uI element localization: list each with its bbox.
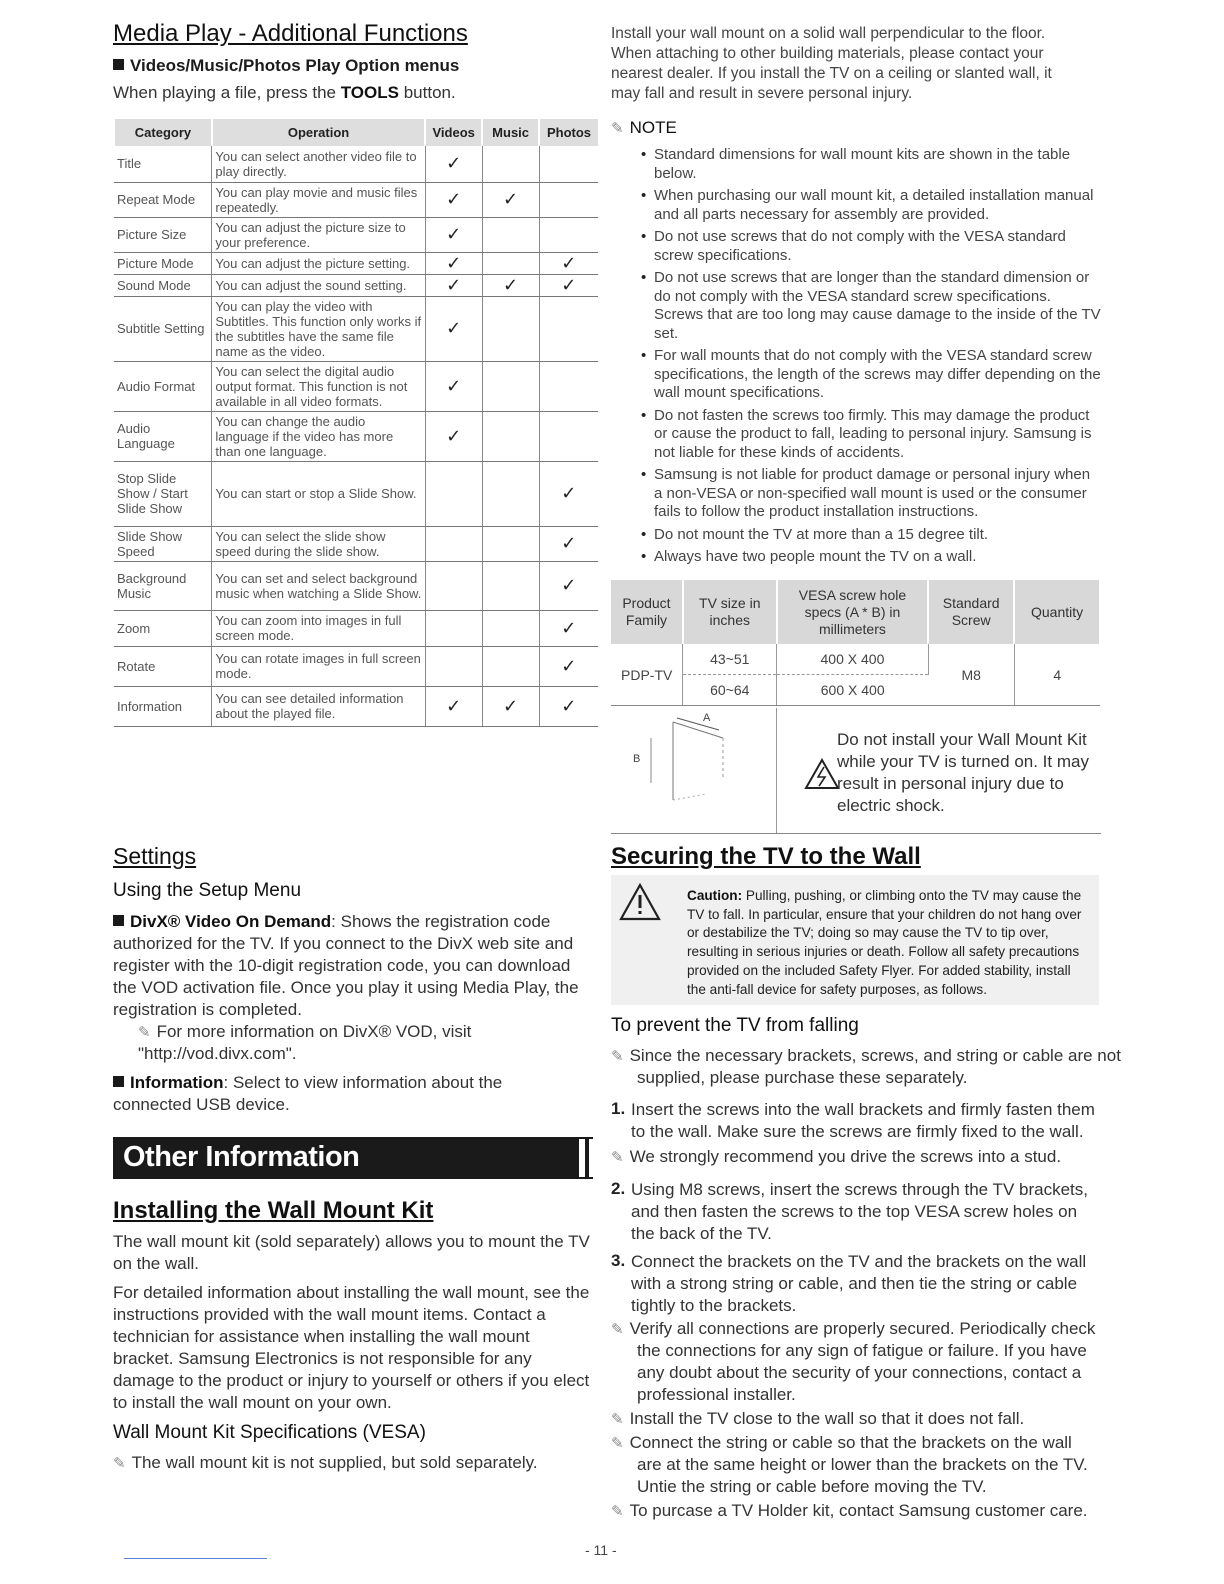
table-cell-operation: You can zoom into images in full screen mode.: [212, 610, 425, 646]
table-cell-music: [482, 646, 539, 686]
table-row: [114, 361, 598, 411]
table-row: [114, 411, 598, 461]
vesa-screw: M8: [928, 644, 1014, 706]
step-3-note: ✎ Install the TV close to the wall so that it does not fall.: [611, 1409, 1025, 1428]
table-cell-photos: [539, 182, 598, 217]
information-item: Information: Select to view information about the connected USB device.: [113, 1073, 503, 1114]
table-cell-music: [482, 296, 539, 361]
table-cell-music: [482, 411, 539, 461]
table-cell-photos: [539, 361, 598, 411]
table-cell-videos: ✓: [425, 361, 482, 411]
caution-text: Caution: Pulling, pushing, or climbing onto the TV may cause the TV to fall. In particular, ensure that your children do not hang over or destabilize the TV; doing so may cause the TV to tip over, resulting in serious injuries or death. Follow all safety precautions provided on the included Safety Flyer. For added stability, install the anti-fall device for safety purposes, as follows.: [687, 888, 1082, 997]
table-cell-videos: [425, 461, 482, 526]
table-row: [114, 461, 598, 526]
table-row: [114, 526, 598, 561]
note-item: • Do not use screws that do not comply with the VESA standard screw specifications.: [641, 228, 1101, 265]
vesa-header-quantity: Quantity: [1014, 580, 1100, 644]
table-cell-photos: [539, 411, 598, 461]
table-cell-operation: You can select the digital audio output format. This function is not available in all video formats.: [212, 361, 425, 411]
vesa-header-size: TV size in inches: [683, 580, 777, 644]
table-cell-photos: ✓: [539, 274, 598, 296]
vesa-header-row: [611, 580, 1100, 644]
table-row: [114, 296, 598, 361]
table-cell-videos: [425, 526, 482, 561]
table-row: [114, 646, 598, 686]
table-cell-photos: ✓: [539, 561, 598, 610]
vesa-header-product: Product Family: [611, 580, 683, 644]
table-row: [114, 561, 598, 610]
vesa-quantity: 4: [1014, 644, 1100, 706]
setup-menu-heading: Using the Setup Menu: [113, 880, 302, 901]
vesa-note: ✎ The wall mount kit is not supplied, but sold separately.: [113, 1453, 538, 1472]
note-item: • For wall mounts that do not comply with the VESA standard screw specifications, the length of the screws may differ depending on the wall mount specifications.: [641, 347, 1101, 403]
vesa-heading: Wall Mount Kit Specifications (VESA): [113, 1422, 426, 1443]
table-cell-operation: You can rotate images in full screen mode.: [212, 646, 425, 686]
note-item: • Do not use screws that are longer than the standard dimension or do not comply with the VESA standard screw specifications. Screws that are too long may cause damage to the inside of the TV set.: [641, 269, 1101, 343]
table-cell-operation: You can select the slide show speed during the slide show.: [212, 526, 425, 561]
mount-diagram: [611, 708, 777, 833]
prevent-heading: To prevent the TV from falling: [611, 1015, 859, 1036]
table-cell-videos: ✓: [425, 686, 482, 726]
table-cell-operation: You can select another video file to play directly.: [212, 146, 425, 182]
table-cell-category: Picture Mode: [114, 252, 212, 274]
table-row: [114, 146, 598, 182]
wall-mount-intro: The wall mount kit (sold separately) allows you to mount the TV on the wall.: [113, 1232, 590, 1273]
table-row: [114, 274, 598, 296]
table-cell-category: Repeat Mode: [114, 182, 212, 217]
table-cell-music: [482, 461, 539, 526]
table-cell-videos: ✓: [425, 217, 482, 252]
table-cell-music: [482, 217, 539, 252]
vesa-spec-table: [611, 580, 1101, 706]
note-heading: ✎ NOTE: [611, 118, 677, 137]
bottom-rule: [124, 1558, 267, 1559]
header-category: Category: [114, 119, 212, 146]
note-pencil-icon: ✎: [611, 1148, 624, 1166]
table-cell-videos: [425, 610, 482, 646]
note-pencil-icon: ✎: [138, 1023, 151, 1041]
divider: [611, 833, 1101, 834]
table-cell-photos: ✓: [539, 686, 598, 726]
securing-title: Securing the TV to the Wall: [611, 843, 921, 870]
caution-triangle-icon: [619, 883, 661, 926]
table-cell-music: [482, 361, 539, 411]
header-music: Music: [482, 119, 539, 146]
table-cell-videos: [425, 646, 482, 686]
note-pencil-icon: ✎: [611, 1502, 624, 1520]
banner-bars-decoration: [575, 1139, 595, 1177]
table-cell-operation: You can see detailed information about the played file.: [212, 686, 425, 726]
vesa-specs: 400 X 400: [777, 644, 929, 675]
table-cell-videos: ✓: [425, 146, 482, 182]
settings-title: Settings: [113, 843, 197, 869]
option-menu-table: [113, 119, 598, 727]
table-cell-operation: You can start or stop a Slide Show.: [212, 461, 425, 526]
table-cell-photos: ✓: [539, 646, 598, 686]
table-cell-videos: [425, 561, 482, 610]
note-pencil-icon: ✎: [611, 1320, 624, 1338]
table-cell-photos: [539, 146, 598, 182]
table-cell-music: ✓: [482, 686, 539, 726]
table-cell-photos: ✓: [539, 461, 598, 526]
step-3: 3. Connect the brackets on the TV and the brackets on the wall with a strong string or cable, and then tie the string or cable tightly to the brackets.: [611, 1251, 1087, 1315]
table-row: [114, 217, 598, 252]
table-cell-music: ✓: [482, 182, 539, 217]
other-information-banner: [113, 1137, 593, 1179]
note-item: • Always have two people mount the TV on a wall.: [641, 548, 1101, 567]
caution-box: [611, 875, 1099, 1005]
table-cell-videos: ✓: [425, 274, 482, 296]
table-cell-category: Background Music: [114, 561, 212, 610]
table-cell-music: ✓: [482, 274, 539, 296]
table-cell-music: [482, 526, 539, 561]
note-item: • Do not fasten the screws too firmly. This may damage the product or cause the product to fall, leading to personal injury. Samsung is not liable for these kinds of accidents.: [641, 407, 1101, 463]
table-cell-category: Title: [114, 146, 212, 182]
table-cell-category: Sound Mode: [114, 274, 212, 296]
electric-shock-warning: Do not install your Wall Mount Kit while your TV is turned on. It may result in personal injury due to electric shock.: [837, 730, 1089, 815]
note-item: • Do not mount the TV at more than a 15 degree tilt.: [641, 526, 1101, 545]
table-cell-photos: ✓: [539, 252, 598, 274]
table-cell-music: [482, 561, 539, 610]
square-bullet-icon: [113, 1076, 124, 1087]
vesa-size: 60~64: [683, 675, 777, 706]
table-cell-operation: You can change the audio language if the video has more than one language.: [212, 411, 425, 461]
table-body: [114, 146, 598, 726]
install-text: Install your wall mount on a solid wall perpendicular to the floor. When attaching to other building materials, please contact your nearest dealer. If you install the TV on a ceiling or slanted wall, it may fall and result in severe personal injury.: [611, 25, 1052, 102]
electric-warning-icon: [804, 758, 840, 795]
table-cell-operation: You can play movie and music files repeatedly.: [212, 182, 425, 217]
diagram-label-a: A: [703, 712, 711, 724]
table-cell-videos: ✓: [425, 252, 482, 274]
step-3-note: ✎ To purcase a TV Holder kit, contact Samsung customer care.: [611, 1501, 1088, 1520]
note-pencil-icon: ✎: [611, 1410, 624, 1428]
note-item: • When purchasing our wall mount kit, a detailed installation manual and all parts necessary for assembly are provided.: [641, 187, 1101, 224]
table-cell-music: [482, 610, 539, 646]
note-pencil-icon: ✎: [611, 119, 624, 137]
wall-mount-title: Installing the Wall Mount Kit: [113, 1197, 434, 1224]
table-cell-category: Slide Show Speed: [114, 526, 212, 561]
table-cell-videos: ✓: [425, 182, 482, 217]
table-cell-category: Information: [114, 686, 212, 726]
table-cell-photos: ✓: [539, 610, 598, 646]
table-cell-category: Audio Language: [114, 411, 212, 461]
vesa-row: [611, 644, 1100, 675]
table-cell-category: Picture Size: [114, 217, 212, 252]
note-pencil-icon: ✎: [113, 1454, 126, 1472]
media-play-title: Media Play - Additional Functions: [113, 20, 468, 47]
step-3-note: ✎ Verify all connections are properly secured. Periodically check the connections for any sign of fatigue or failure. If you have any doubt about the security of your connections, contact a professional installer.: [611, 1319, 1096, 1404]
table-cell-category: Audio Format: [114, 361, 212, 411]
table-cell-videos: ✓: [425, 411, 482, 461]
step-3-note: ✎ Connect the string or cable so that the brackets on the wall are at the same height or lower than the brackets on the TV. Untie the string or cable before moving the TV.: [611, 1433, 1088, 1496]
table-cell-music: [482, 146, 539, 182]
divx-note: ✎ For more information on DivX® VOD, visit "http://vod.divx.com".: [138, 1022, 472, 1063]
table-cell-operation: You can set and select background music when watching a Slide Show.: [212, 561, 425, 610]
table-cell-videos: ✓: [425, 296, 482, 361]
table-header-row: [114, 119, 598, 146]
options-heading: Videos/Music/Photos Play Option menus: [113, 56, 459, 76]
banner-title: Other Information: [123, 1141, 360, 1173]
square-bullet-icon: [113, 59, 124, 70]
table-cell-operation: You can adjust the sound setting.: [212, 274, 425, 296]
table-cell-operation: You can adjust the picture size to your preference.: [212, 217, 425, 252]
notes-list: [641, 146, 1101, 571]
table-cell-category: Rotate: [114, 646, 212, 686]
table-cell-photos: ✓: [539, 526, 598, 561]
vesa-header-specs: VESA screw hole specs (A * B) in millimeters: [777, 580, 929, 644]
diagram-label-b: B: [633, 753, 641, 765]
step-3-notes: [611, 1318, 1101, 1524]
table-row: [114, 610, 598, 646]
table-cell-music: [482, 252, 539, 274]
vesa-size: 43~51: [683, 644, 777, 675]
step-1: 1. Insert the screws into the wall brackets and firmly fasten them to the wall. Make sure the screws are firmly fixed to the wall.: [611, 1099, 1095, 1141]
table-cell-operation: You can play the video with Subtitles. This function only works if the subtitles have the same file name as the video.: [212, 296, 425, 361]
note-item: • Standard dimensions for wall mount kits are shown in the table below.: [641, 146, 1101, 183]
table-row: [114, 686, 598, 726]
header-photos: Photos: [539, 119, 598, 146]
table-row: [114, 252, 598, 274]
note-item: • Samsung is not liable for product damage or personal injury when a non-VESA or non-specified wall mount is used or the consumer fails to follow the product installation instructions.: [641, 466, 1101, 522]
step-1-note: ✎ We strongly recommend you drive the screws into a stud.: [611, 1147, 1062, 1166]
table-cell-photos: [539, 296, 598, 361]
table-cell-category: Zoom: [114, 610, 212, 646]
table-cell-operation: You can adjust the picture setting.: [212, 252, 425, 274]
table-row: [114, 182, 598, 217]
vesa-header-screw: Standard Screw: [928, 580, 1014, 644]
table-cell-category: Subtitle Setting: [114, 296, 212, 361]
wall-mount-details: For detailed information about installing the wall mount, see the instructions provided with the wall mount items. Contact a technician for assistance when installing the wall mount bracket. Samsung Electronics is not responsible for any damage to the product or injury to yourself or others if you elect to install the wall mount on your own.: [113, 1283, 590, 1412]
square-bullet-icon: [113, 915, 124, 926]
page-number: - 11 -: [585, 1542, 617, 1558]
vesa-specs: 600 X 400: [777, 675, 929, 706]
divx-item: DivX® Video On Demand: Shows the registration code authorized for the TV. If you connect to the DivX web site and register with the 10-digit registration code, you can download the VOD activation file. Once you play it using Media Play, the registration is completed.: [113, 912, 579, 1019]
options-intro: When playing a file, press the TOOLS button.: [113, 83, 456, 102]
prevent-note: ✎ Since the necessary brackets, screws, and string or cable are not supplied, please purchase these separately.: [611, 1046, 1121, 1087]
table-cell-category: Stop Slide Show / Start Slide Show: [114, 461, 212, 526]
header-operation: Operation: [212, 119, 425, 146]
table-cell-photos: [539, 217, 598, 252]
note-pencil-icon: ✎: [611, 1434, 624, 1452]
note-pencil-icon: ✎: [611, 1047, 624, 1065]
header-videos: Videos: [425, 119, 482, 146]
vesa-product: PDP-TV: [611, 644, 683, 706]
step-2: 2. Using M8 screws, insert the screws through the TV brackets, and then fasten the screws to the top VESA screw holes on the back of the TV.: [611, 1179, 1088, 1243]
